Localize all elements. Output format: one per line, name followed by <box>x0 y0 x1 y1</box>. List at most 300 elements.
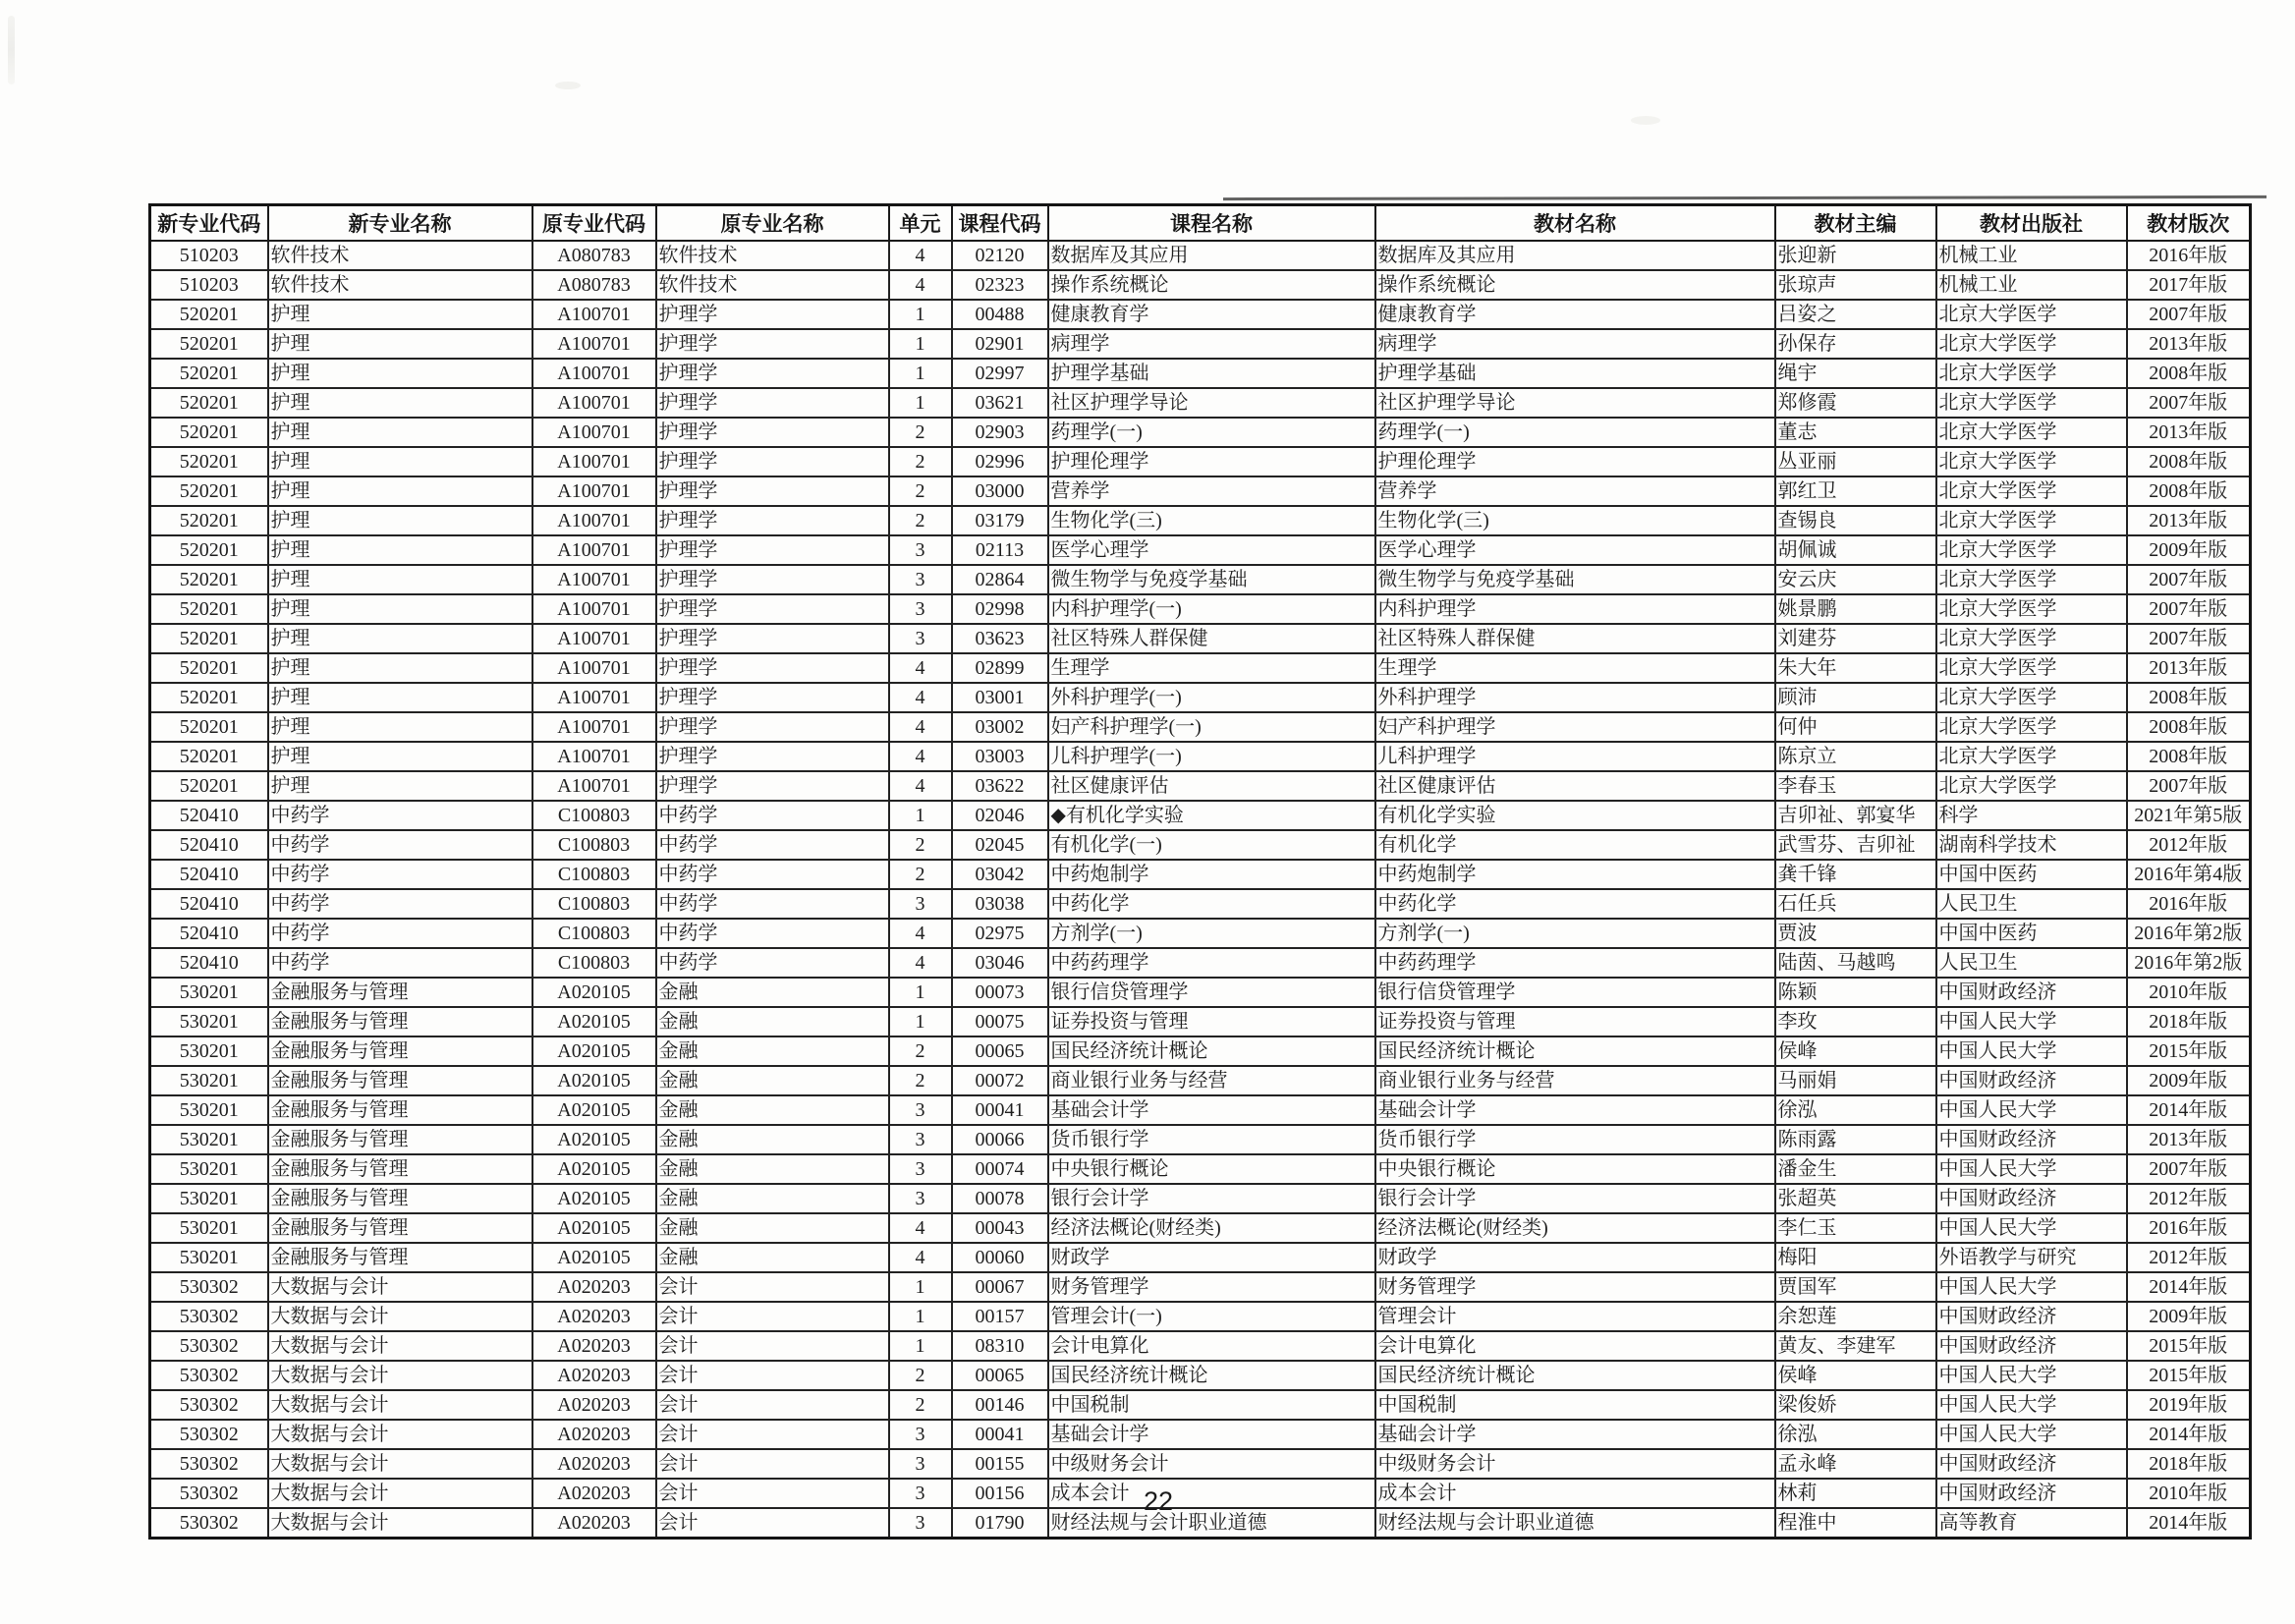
table-cell: 会计电算化 <box>1048 1331 1375 1361</box>
table-cell: 成本会计 <box>1048 1479 1375 1508</box>
table-row <box>150 241 2251 270</box>
table-row <box>150 1125 2251 1154</box>
table-cell: 护理 <box>268 447 532 476</box>
table-cell: 520201 <box>150 359 268 388</box>
table-cell: 软件技术 <box>656 241 889 270</box>
table-cell: C100803 <box>532 919 656 948</box>
table-cell: 金融服务与管理 <box>268 1095 532 1125</box>
table-cell: 外语教学与研究 <box>1936 1243 2127 1272</box>
table-cell: A020203 <box>532 1361 656 1390</box>
table-cell: 北京大学医学 <box>1936 565 2127 594</box>
table-cell: 2 <box>889 830 952 860</box>
table-row <box>150 270 2251 300</box>
table-cell: 中国财政经济 <box>1936 1479 2127 1508</box>
table-row <box>150 624 2251 653</box>
table-cell: A020105 <box>532 1066 656 1095</box>
table-cell: 00065 <box>952 1036 1048 1066</box>
table-cell: 1 <box>889 329 952 359</box>
table-cell: 2008年版 <box>2127 476 2251 506</box>
table-cell: 中国人民大学 <box>1936 1213 2127 1243</box>
table-cell: A100701 <box>532 771 656 801</box>
table-cell: 3 <box>889 1154 952 1184</box>
table-cell: 医学心理学 <box>1375 535 1775 565</box>
table-cell: 护理 <box>268 329 532 359</box>
table-row <box>150 712 2251 742</box>
table-cell: 4 <box>889 771 952 801</box>
table-cell: 金融 <box>656 1095 889 1125</box>
table-cell: 金融 <box>656 1007 889 1036</box>
table-cell: 3 <box>889 594 952 624</box>
table-cell: 北京大学医学 <box>1936 388 2127 418</box>
table-cell: 护理学 <box>656 418 889 447</box>
table-cell: 1 <box>889 359 952 388</box>
table-cell: 孙保存 <box>1775 329 1936 359</box>
table-cell: 护理学 <box>656 476 889 506</box>
table-cell: 2 <box>889 860 952 889</box>
table-cell: 会计 <box>656 1331 889 1361</box>
table-cell: 基础会计学 <box>1048 1095 1375 1125</box>
table-row <box>150 1243 2251 1272</box>
table-cell: 2007年版 <box>2127 388 2251 418</box>
table-cell: A100701 <box>532 535 656 565</box>
table-cell: 大数据与会计 <box>268 1390 532 1420</box>
table-cell: 护理 <box>268 300 532 329</box>
table-cell: 4 <box>889 1213 952 1243</box>
table-cell: 02120 <box>952 241 1048 270</box>
column-header: 课程名称 <box>1048 205 1375 242</box>
table-cell: 2008年版 <box>2127 683 2251 712</box>
table-cell: 中央银行概论 <box>1048 1154 1375 1184</box>
table-cell: 3 <box>889 1449 952 1479</box>
table-cell: 护理 <box>268 624 532 653</box>
table-cell: 2016年版 <box>2127 1213 2251 1243</box>
table-cell: 2008年版 <box>2127 742 2251 771</box>
table-cell: 中国财政经济 <box>1936 1184 2127 1213</box>
table-cell: C100803 <box>532 801 656 830</box>
table-cell: 510203 <box>150 241 268 270</box>
table-row <box>150 919 2251 948</box>
table-cell: 姚景鹏 <box>1775 594 1936 624</box>
table-cell: 中国中医药 <box>1936 860 2127 889</box>
table-cell: A100701 <box>532 418 656 447</box>
table-cell: 00155 <box>952 1449 1048 1479</box>
table-row <box>150 447 2251 476</box>
scan-artifact <box>1631 116 1660 125</box>
table-cell: 有机化学实验 <box>1375 801 1775 830</box>
table-cell: 520201 <box>150 300 268 329</box>
table-cell: 护理学 <box>656 712 889 742</box>
table-cell: 大数据与会计 <box>268 1272 532 1302</box>
table-cell: 基础会计学 <box>1375 1095 1775 1125</box>
table-cell: 00041 <box>952 1420 1048 1449</box>
table-cell: A020105 <box>532 1213 656 1243</box>
table-cell: 中国财政经济 <box>1936 1331 2127 1361</box>
table-cell: 张迎新 <box>1775 241 1936 270</box>
table-cell: 2010年版 <box>2127 1479 2251 1508</box>
table-row <box>150 1302 2251 1331</box>
table-cell: 2009年版 <box>2127 1066 2251 1095</box>
table-cell: A100701 <box>532 653 656 683</box>
table-cell: 妇产科护理学(一) <box>1048 712 1375 742</box>
table-cell: 药理学(一) <box>1048 418 1375 447</box>
table-cell: 2 <box>889 1390 952 1420</box>
table-cell: 530302 <box>150 1361 268 1390</box>
table-cell: 有机化学(一) <box>1048 830 1375 860</box>
table-cell: 北京大学医学 <box>1936 712 2127 742</box>
table-cell: 丛亚丽 <box>1775 447 1936 476</box>
table-cell: 03622 <box>952 771 1048 801</box>
table-cell: 中国人民大学 <box>1936 1272 2127 1302</box>
table-cell: 530201 <box>150 1036 268 1066</box>
table-cell: 数据库及其应用 <box>1048 241 1375 270</box>
table-cell: 财经法规与会计职业道德 <box>1375 1508 1775 1539</box>
table-cell: 护理学 <box>656 329 889 359</box>
table-cell: 证券投资与管理 <box>1048 1007 1375 1036</box>
table-cell: A020203 <box>532 1331 656 1361</box>
table-cell: 中级财务会计 <box>1048 1449 1375 1479</box>
column-header: 教材出版社 <box>1936 205 2127 242</box>
table-cell: 护理 <box>268 683 532 712</box>
table-cell: 李仁玉 <box>1775 1213 1936 1243</box>
table-cell: 会计 <box>656 1390 889 1420</box>
table-cell: 2 <box>889 1361 952 1390</box>
table-cell: 护理 <box>268 418 532 447</box>
table-cell: 大数据与会计 <box>268 1420 532 1449</box>
table-cell: A020105 <box>532 1125 656 1154</box>
table-cell: 中国人民大学 <box>1936 1036 2127 1066</box>
table-cell: 中药学 <box>268 889 532 919</box>
table-cell: 银行信贷管理学 <box>1375 978 1775 1007</box>
table-cell: A100701 <box>532 742 656 771</box>
table-cell: 中国财政经济 <box>1936 978 2127 1007</box>
table-cell: A100701 <box>532 594 656 624</box>
column-header: 单元 <box>889 205 952 242</box>
table-cell: 中药学 <box>268 830 532 860</box>
table-cell: 2014年版 <box>2127 1508 2251 1539</box>
table-cell: 00066 <box>952 1125 1048 1154</box>
table-cell: A020105 <box>532 1036 656 1066</box>
table-cell: 护理伦理学 <box>1048 447 1375 476</box>
table-cell: 金融 <box>656 1036 889 1066</box>
table-cell: 护理 <box>268 771 532 801</box>
table-cell: 中国人民大学 <box>1936 1361 2127 1390</box>
table-cell: A020105 <box>532 1243 656 1272</box>
table-cell: 护理 <box>268 506 532 535</box>
table-cell: 货币银行学 <box>1375 1125 1775 1154</box>
column-header: 课程代码 <box>952 205 1048 242</box>
table-cell: 2 <box>889 418 952 447</box>
table-row <box>150 535 2251 565</box>
table-cell: 健康教育学 <box>1048 300 1375 329</box>
table-cell: 徐泓 <box>1775 1420 1936 1449</box>
table-cell: 会计 <box>656 1302 889 1331</box>
table-cell: 银行会计学 <box>1375 1184 1775 1213</box>
table-cell: 护理学 <box>656 742 889 771</box>
table-cell: 520410 <box>150 889 268 919</box>
column-header: 原专业名称 <box>656 205 889 242</box>
table-cell: 3 <box>889 1125 952 1154</box>
table-cell: 520410 <box>150 860 268 889</box>
table-cell: 陈京立 <box>1775 742 1936 771</box>
column-header: 新专业名称 <box>268 205 532 242</box>
table-cell: 2019年版 <box>2127 1390 2251 1420</box>
table-cell: 00043 <box>952 1213 1048 1243</box>
table-cell: 2013年版 <box>2127 653 2251 683</box>
table-cell: 2016年第2版 <box>2127 919 2251 948</box>
table-cell: 方剂学(一) <box>1375 919 1775 948</box>
table-cell: 00157 <box>952 1302 1048 1331</box>
table-cell: A100701 <box>532 359 656 388</box>
table-cell: 520201 <box>150 388 268 418</box>
table-cell: 有机化学 <box>1375 830 1775 860</box>
table-cell: 02901 <box>952 329 1048 359</box>
table-cell: 陆茵、马越鸣 <box>1775 948 1936 978</box>
table-cell: 金融 <box>656 1154 889 1184</box>
table-cell: 4 <box>889 241 952 270</box>
table-cell: 金融 <box>656 978 889 1007</box>
table-cell: 武雪芬、吉卯祉 <box>1775 830 1936 860</box>
table-cell: 中国财政经济 <box>1936 1125 2127 1154</box>
table-cell: 胡佩诚 <box>1775 535 1936 565</box>
table-cell: 4 <box>889 742 952 771</box>
table-cell: 潘金生 <box>1775 1154 1936 1184</box>
table-cell: 02996 <box>952 447 1048 476</box>
table-cell: 中国人民大学 <box>1936 1390 2127 1420</box>
table-cell: 520201 <box>150 329 268 359</box>
table-cell: 社区特殊人群保健 <box>1048 624 1375 653</box>
table-cell: 软件技术 <box>268 241 532 270</box>
table-cell: 吕姿之 <box>1775 300 1936 329</box>
table-cell: 护理学 <box>656 300 889 329</box>
table-cell: A020105 <box>532 1007 656 1036</box>
table-cell: 会计 <box>656 1508 889 1539</box>
table-cell: 机械工业 <box>1936 241 2127 270</box>
table-cell: 金融 <box>656 1184 889 1213</box>
table-cell: 3 <box>889 1184 952 1213</box>
table-cell: 520410 <box>150 830 268 860</box>
table-cell: 病理学 <box>1375 329 1775 359</box>
scan-artifact <box>8 16 15 84</box>
table-body <box>150 241 2251 1539</box>
table-cell: 02998 <box>952 594 1048 624</box>
table-cell: 2012年版 <box>2127 1184 2251 1213</box>
table-cell: 护理学 <box>656 594 889 624</box>
table-cell: 朱大年 <box>1775 653 1936 683</box>
table-cell: 中药学 <box>656 919 889 948</box>
table-cell: 国民经济统计概论 <box>1375 1361 1775 1390</box>
table-cell: 护理学 <box>656 624 889 653</box>
table-cell: 国民经济统计概论 <box>1048 1361 1375 1390</box>
table-row <box>150 1361 2251 1390</box>
table-cell: 530201 <box>150 978 268 1007</box>
table-cell: 营养学 <box>1048 476 1375 506</box>
table-cell: 张琼声 <box>1775 270 1936 300</box>
table-cell: A100701 <box>532 388 656 418</box>
table-cell: 中药药理学 <box>1048 948 1375 978</box>
table-cell: 4 <box>889 919 952 948</box>
table-cell: 2007年版 <box>2127 594 2251 624</box>
table-cell: 黄友、李建军 <box>1775 1331 1936 1361</box>
table-cell: 财政学 <box>1048 1243 1375 1272</box>
table-cell: 03003 <box>952 742 1048 771</box>
table-cell: 北京大学医学 <box>1936 476 2127 506</box>
table-cell: 520410 <box>150 801 268 830</box>
table-cell: 中药学 <box>268 919 532 948</box>
table-cell: C100803 <box>532 860 656 889</box>
table-cell: 4 <box>889 712 952 742</box>
column-header: 教材版次 <box>2127 205 2251 242</box>
table-cell: A100701 <box>532 447 656 476</box>
table-cell: 北京大学医学 <box>1936 594 2127 624</box>
table-cell: 520201 <box>150 447 268 476</box>
table-cell: 会计电算化 <box>1375 1331 1775 1361</box>
table-cell: 02045 <box>952 830 1048 860</box>
table-cell: 2013年版 <box>2127 506 2251 535</box>
table-row <box>150 860 2251 889</box>
table-cell: 科学 <box>1936 801 2127 830</box>
table-cell: A020105 <box>532 1154 656 1184</box>
table-cell: 金融服务与管理 <box>268 1066 532 1095</box>
table-cell: 余恕莲 <box>1775 1302 1936 1331</box>
table-cell: 3 <box>889 889 952 919</box>
table-cell: 外科护理学 <box>1375 683 1775 712</box>
table-cell: 08310 <box>952 1331 1048 1361</box>
table-cell: 数据库及其应用 <box>1375 241 1775 270</box>
table-cell: 人民卫生 <box>1936 889 2127 919</box>
table-cell: 530201 <box>150 1184 268 1213</box>
table-cell: A100701 <box>532 300 656 329</box>
table-cell: 00488 <box>952 300 1048 329</box>
table-cell: 财务管理学 <box>1375 1272 1775 1302</box>
table-cell: 2008年版 <box>2127 712 2251 742</box>
table-row <box>150 1036 2251 1066</box>
table-cell: 社区健康评估 <box>1375 771 1775 801</box>
table-cell: 大数据与会计 <box>268 1449 532 1479</box>
table-row <box>150 683 2251 712</box>
table-cell: 生物化学(三) <box>1048 506 1375 535</box>
table-row <box>150 742 2251 771</box>
table-cell: 02975 <box>952 919 1048 948</box>
table-cell: 管理会计(一) <box>1048 1302 1375 1331</box>
table-cell: 外科护理学(一) <box>1048 683 1375 712</box>
table-cell: 2016年第4版 <box>2127 860 2251 889</box>
table-row <box>150 388 2251 418</box>
table-cell: 操作系统概论 <box>1375 270 1775 300</box>
table-cell: 护理 <box>268 565 532 594</box>
table-cell: 北京大学医学 <box>1936 653 2127 683</box>
table-cell: 中央银行概论 <box>1375 1154 1775 1184</box>
table-cell: 00078 <box>952 1184 1048 1213</box>
table-cell: 1 <box>889 1302 952 1331</box>
table-cell: 中药学 <box>656 801 889 830</box>
table-cell: A100701 <box>532 565 656 594</box>
table-cell: 中级财务会计 <box>1375 1449 1775 1479</box>
table-cell: 2017年版 <box>2127 270 2251 300</box>
table-cell: 510203 <box>150 270 268 300</box>
table-cell: 530302 <box>150 1302 268 1331</box>
table-cell: 金融 <box>656 1243 889 1272</box>
table-cell: 中国人民大学 <box>1936 1154 2127 1184</box>
table-cell: 00041 <box>952 1095 1048 1125</box>
table-cell: 2009年版 <box>2127 535 2251 565</box>
table-cell: 530302 <box>150 1272 268 1302</box>
table-cell: 北京大学医学 <box>1936 300 2127 329</box>
table-cell: 520201 <box>150 418 268 447</box>
table-cell: 健康教育学 <box>1375 300 1775 329</box>
scan-artifact <box>555 82 581 89</box>
table-cell: 1 <box>889 1007 952 1036</box>
table-cell: 护理学基础 <box>1375 359 1775 388</box>
table-cell: A080783 <box>532 270 656 300</box>
table-cell: 520410 <box>150 919 268 948</box>
table-cell: 530302 <box>150 1508 268 1539</box>
table-cell: 中国人民大学 <box>1936 1420 2127 1449</box>
table-cell: 北京大学医学 <box>1936 329 2127 359</box>
table-cell: 金融服务与管理 <box>268 1007 532 1036</box>
table-cell: C100803 <box>532 948 656 978</box>
table-cell: 吉卯祉、郭宴华 <box>1775 801 1936 830</box>
table-cell: 病理学 <box>1048 329 1375 359</box>
table-cell: 00146 <box>952 1390 1048 1420</box>
table-cell: 03038 <box>952 889 1048 919</box>
table-cell: 贾国军 <box>1775 1272 1936 1302</box>
table-cell: 520201 <box>150 565 268 594</box>
table-cell: 北京大学医学 <box>1936 506 2127 535</box>
table-cell: 侯峰 <box>1775 1036 1936 1066</box>
table-cell: 530201 <box>150 1066 268 1095</box>
table-cell: 内科护理学(一) <box>1048 594 1375 624</box>
table-cell: 护理学 <box>656 359 889 388</box>
column-header: 原专业代码 <box>532 205 656 242</box>
table-cell: 护理学 <box>656 506 889 535</box>
table-cell: 2008年版 <box>2127 359 2251 388</box>
table-cell: 孟永峰 <box>1775 1449 1936 1479</box>
table-cell: 软件技术 <box>656 270 889 300</box>
table-cell: 2007年版 <box>2127 300 2251 329</box>
table-cell: 1 <box>889 1272 952 1302</box>
table-cell: 2009年版 <box>2127 1302 2251 1331</box>
table-cell: 医学心理学 <box>1048 535 1375 565</box>
table-cell: 高等教育 <box>1936 1508 2127 1539</box>
table-row <box>150 1184 2251 1213</box>
table-cell: 会计 <box>656 1449 889 1479</box>
table-cell: 中药炮制学 <box>1048 860 1375 889</box>
table-header-row <box>150 205 2251 242</box>
table-cell: 中国人民大学 <box>1936 1095 2127 1125</box>
table-cell: 金融 <box>656 1125 889 1154</box>
table-cell: 520201 <box>150 653 268 683</box>
table-cell: 00075 <box>952 1007 1048 1036</box>
table-cell: 护理 <box>268 535 532 565</box>
table-cell: 微生物学与免疫学基础 <box>1375 565 1775 594</box>
table-cell: 经济法概论(财经类) <box>1048 1213 1375 1243</box>
table-cell: 中药学 <box>656 830 889 860</box>
table-cell: 03001 <box>952 683 1048 712</box>
table-cell: A020203 <box>532 1449 656 1479</box>
table-cell: 药理学(一) <box>1375 418 1775 447</box>
table-cell: 人民卫生 <box>1936 948 2127 978</box>
table-cell: 商业银行业务与经营 <box>1375 1066 1775 1095</box>
table-cell: 1 <box>889 1331 952 1361</box>
table-cell: 儿科护理学 <box>1375 742 1775 771</box>
table-cell: 基础会计学 <box>1375 1420 1775 1449</box>
table-cell: 儿科护理学(一) <box>1048 742 1375 771</box>
table-cell: 03621 <box>952 388 1048 418</box>
table-cell: 银行会计学 <box>1048 1184 1375 1213</box>
table-cell: 530201 <box>150 1213 268 1243</box>
table-cell: 财政学 <box>1375 1243 1775 1272</box>
table-cell: 金融服务与管理 <box>268 1125 532 1154</box>
